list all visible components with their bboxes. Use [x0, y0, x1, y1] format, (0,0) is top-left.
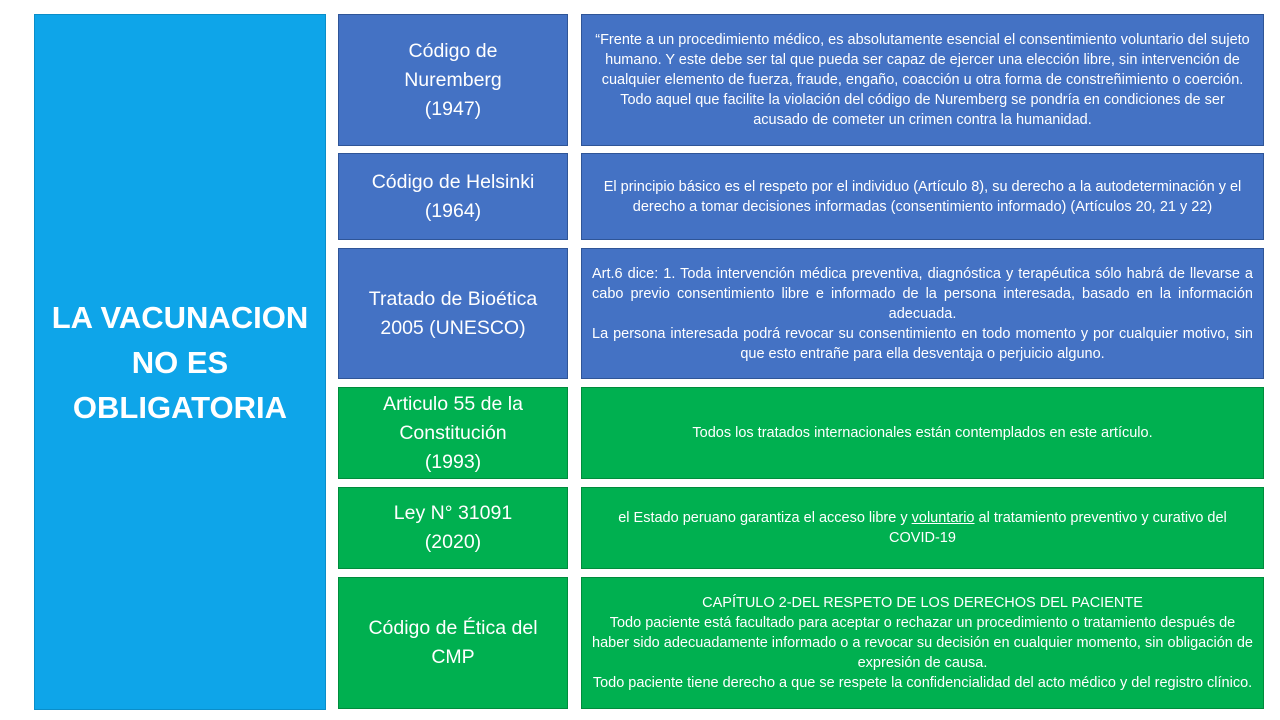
- label-helsinki: Código de Helsinki (1964): [338, 153, 568, 240]
- desc-helsinki: [581, 153, 1264, 240]
- desc-constitucion: [581, 387, 1264, 479]
- label-cmp: Código de Ética del CMP: [338, 577, 568, 709]
- desc-cmp-heading: CAPÍTULO 2-DEL RESPETO DE LOS DERECHOS DEL PACIENTE: [702, 595, 1143, 611]
- desc-ley-31091: [581, 487, 1264, 569]
- desc-ley-31091-p1: [592, 508, 1253, 548]
- label-nuremberg: Código de Nuremberg (1947): [338, 14, 568, 146]
- desc-unesco-p2: La persona interesada podrá revocar su consentimiento en todo momento y por cualquier motivo, sin que esto entrañe para ella desventaja o perjuicio alguno.: [592, 325, 1253, 362]
- desc-nuremberg-p2: Todo aquel que facilite la violación del código de Nuremberg se pondría en condiciones de ser acusado de cometer un crimen contra la humanidad.: [620, 92, 1225, 128]
- desc-helsinki-p1: El principio básico es el respeto por el individuo (Artículo 8), su derecho a la autodeterminación y el derecho a tomar decisiones informadas (consentimiento informado) (Artículos 20, 21 y 22): [603, 178, 1242, 215]
- main-title: LA VACUNACION NO ES OBLIGATORIA: [34, 14, 326, 710]
- desc-constitucion-p1: Todos los tratados internacionales están contemplados en este artículo.: [692, 425, 1153, 441]
- desc-cmp-p2: Todo paciente tiene derecho a que se respete la confidencialidad del acto médico y del registro clínico.: [592, 675, 1253, 691]
- label-ley-31091: Ley N° 31091 (2020): [338, 487, 568, 569]
- label-unesco: Tratado de Bioética 2005 (UNESCO): [338, 248, 568, 379]
- desc-ley-text-after: al tratamiento preventivo y curativo del COVID-19: [889, 510, 1227, 546]
- desc-cmp-p1: Todo paciente está facultado para aceptar o rechazar un procedimiento o tratamiento después de haber sido adecuadamente informado o a revocar su decisión en cualquier momento, sin obligación de expresión de causa.: [592, 615, 1253, 671]
- desc-ley-text-before: el Estado peruano garantiza el acceso libre y: [618, 510, 912, 526]
- desc-nuremberg: [581, 14, 1264, 146]
- desc-unesco: [581, 248, 1264, 379]
- label-constitucion: Articulo 55 de la Constitución (1993): [338, 387, 568, 479]
- desc-nuremberg-p1: “Frente a un procedimiento médico, es absolutamente esencial el consentimiento voluntario del sujeto humano. Y este debe ser tal que pueda ser capaz de ejercer una elección libre, sin intervención de cualquier elemento de fuerza, fraude, engaño, coacción u otra forma de constreñimiento o coerción.: [595, 32, 1250, 88]
- desc-ley-text-underlined: voluntario: [911, 510, 975, 526]
- desc-unesco-p1: Art.6 dice: 1. Toda intervención médica preventiva, diagnóstica y terapéutica sólo habrá de llevarse a cabo previo consentimiento libre e informado de la persona interesada, basado en la información adecuada.: [592, 265, 1253, 322]
- desc-cmp: [581, 577, 1264, 709]
